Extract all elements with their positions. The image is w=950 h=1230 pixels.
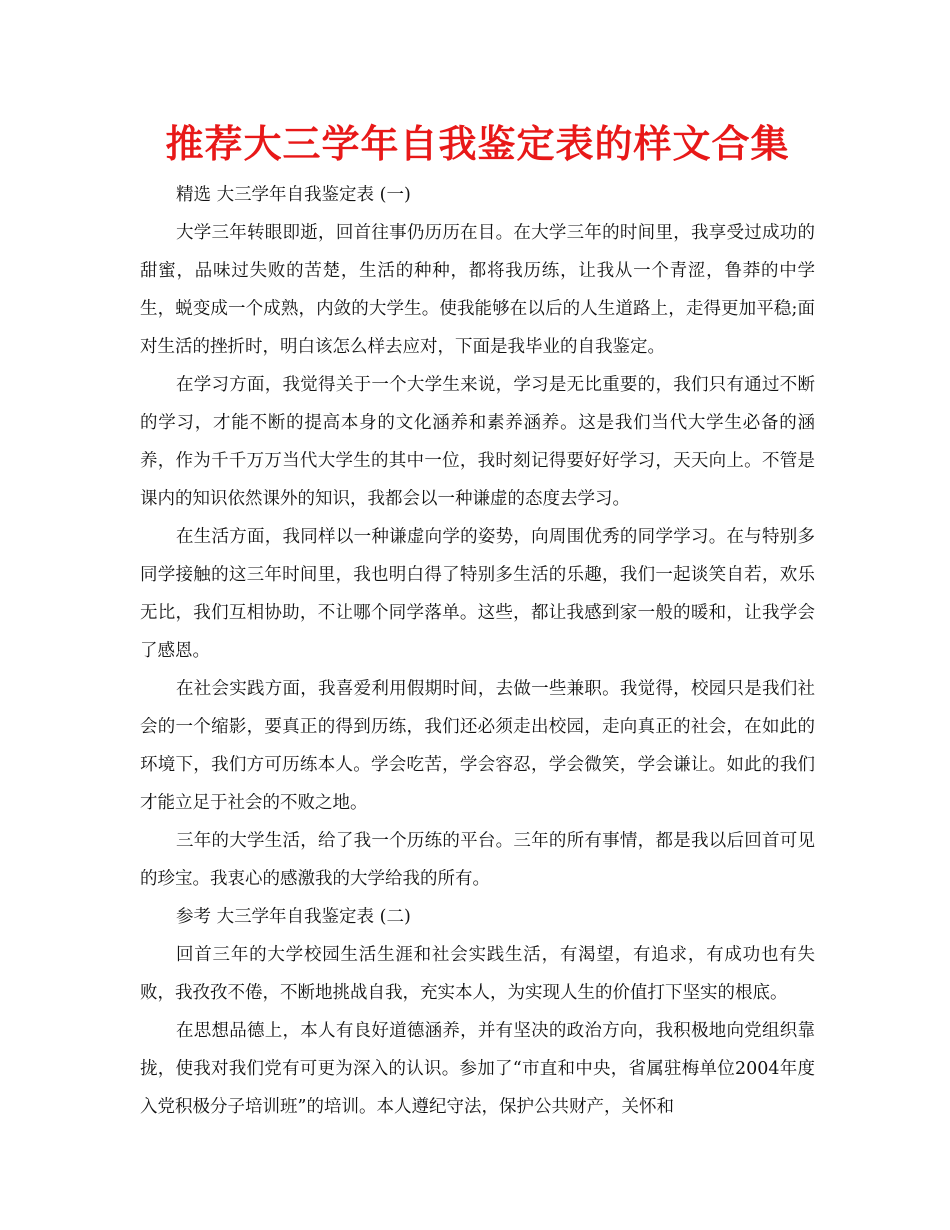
section-2: [140, 898, 815, 1126]
paragraph: 在思想品德上，本人有良好道德涵养，并有坚决的政治方向，我积极地向党组织靠拢，使我对我们党有可更为深入的认识。参加了“市直和中央，省属驻梅单位2004年度入党积极分子培训班”的培训。本人遵纪守法，保护公共财产，关怀和: [140, 1021, 815, 1117]
paragraph: 在生活方面，我同样以一种谦虚向学的姿势，向周围优秀的同学学习。在与特别多同学接触的这三年时间里，我也明白得了特别多生活的乐趣，我们一起谈笑自若，欢乐无比，我们互相协助，不让哪个同学落单。这些，都让我感到家一般的暖和，让我学会了感恩。: [140, 527, 815, 661]
paragraph: 在社会实践方面，我喜爱利用假期时间，去做一些兼职。我觉得，校园只是我们社会的一个缩影，要真正的得到历练，我们还必须走出校园，走向真正的社会，在如此的环境下，我们方可历练本人。学会吃苦，学会容忍，学会微笑，学会谦让。如此的我们才能立足于社会的不败之地。: [140, 679, 815, 813]
paragraph: 大学三年转眼即逝，回首往事仍历历在目。在大学三年的时间里，我享受过成功的甜蜜，品味过失败的苦楚，生活的种种，都将我历练，让我从一个青涩，鲁莽的中学生，蜕变成一个成熟，内敛的大学生。使我能够在以后的人生道路上，走得更加平稳;面对生活的挫折时，明白该怎么样去应对，下面是我毕业的自我鉴定。: [140, 223, 815, 357]
section-heading: 参考 大三学年自我鉴定表 (二): [176, 907, 411, 927]
section-1: [140, 176, 815, 898]
paragraph: 回首三年的大学校园生活生涯和社会实践生活，有渴望，有追求，有成功也有失败，我孜孜不倦，不断地挑战自我，充实本人，为实现人生的价值打下坚实的根底。: [140, 945, 815, 1003]
section-heading: 精选 大三学年自我鉴定表 (一): [176, 185, 411, 205]
document-title: 推荐大三学年自我鉴定表的样文合集: [165, 122, 790, 166]
paragraph: 在学习方面，我觉得关于一个大学生来说，学习是无比重要的，我们只有通过不断的学习，才能不断的提高本身的文化涵养和素养涵养。这是我们当代大学生必备的涵养，作为千千万万当代大学生的其中一位，我时刻记得要好好学习，天天向上。不管是课内的知识依然课外的知识，我都会以一种谦虚的态度去学习。: [140, 375, 815, 509]
paragraph: 三年的大学生活，给了我一个历练的平台。三年的所有事情，都是我以后回首可见的珍宝。我衷心的感激我的大学给我的所有。: [140, 831, 815, 889]
